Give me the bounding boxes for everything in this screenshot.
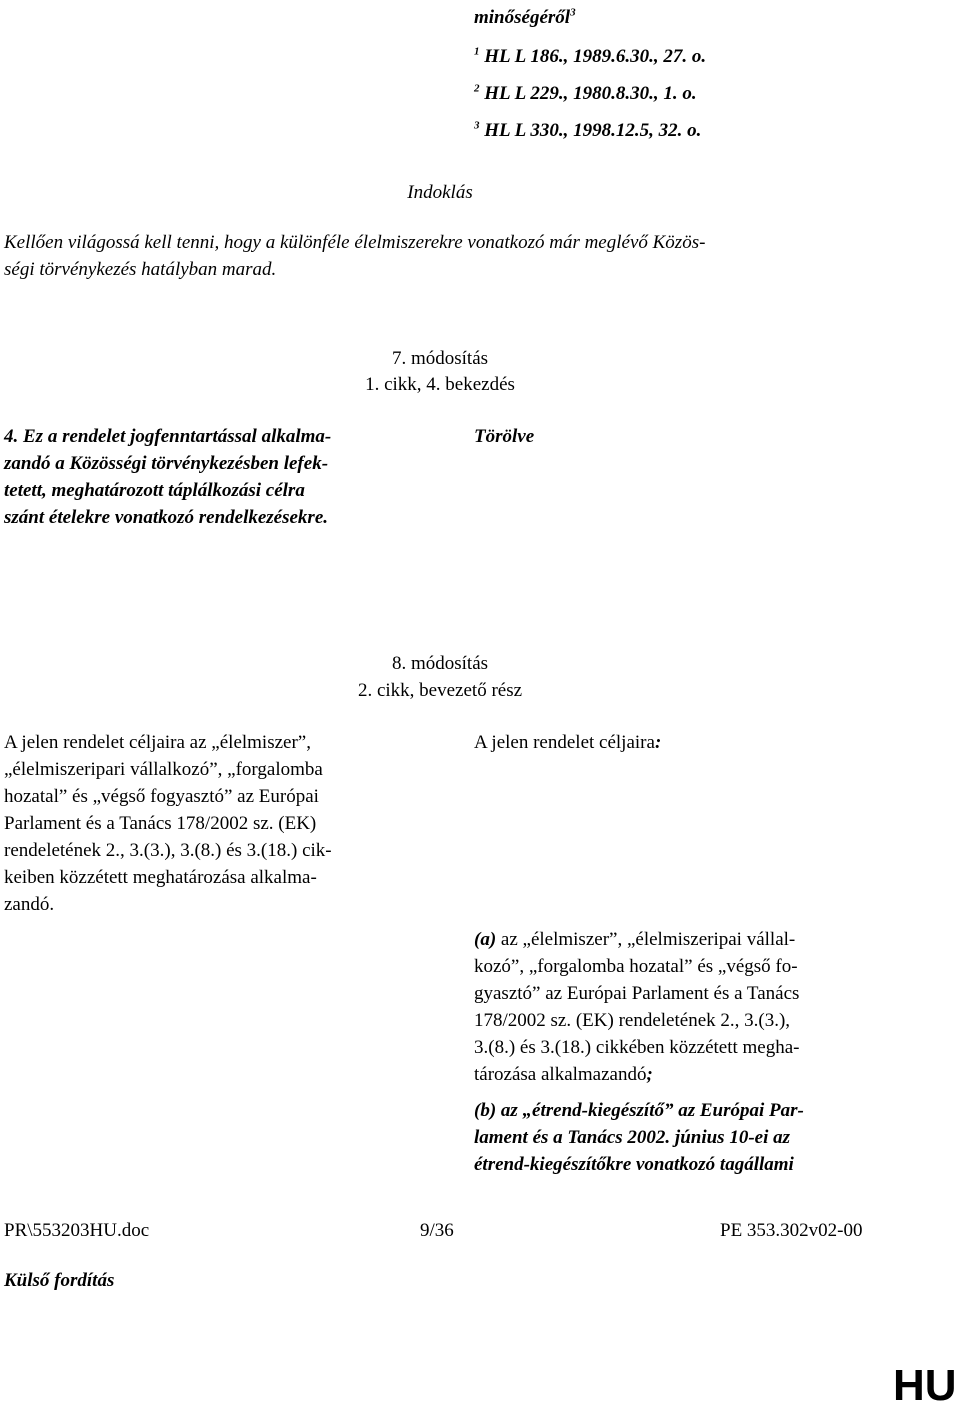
amendment-8-line: zandó. [4, 894, 55, 915]
continuation-text: minőségéről$^3$ [474, 6, 576, 28]
footer-page-number: 9/36 [420, 1220, 454, 1241]
amendment-7-line: zandó a Közösségi törvénykezésben lefek- [4, 453, 329, 474]
item-a-label: (a) [474, 929, 497, 950]
footnote-1: $^1$ HL L 186., 1989.6.30., 27. o. [474, 45, 707, 67]
amendment-8-line: A jelen rendelet céljaira az „élelmiszer”, [4, 732, 311, 753]
language-code: HU [893, 1361, 957, 1410]
justification-heading: Indoklás [407, 182, 473, 203]
amendment-8-line: Parlament és a Tanács 178/2002 sz. (EK) [4, 813, 317, 834]
amendment-8-item-b [474, 1097, 914, 1178]
footnote-2: $^2$ HL L 229., 1980.8.30., 1. o. [474, 82, 697, 104]
item-a-line: kozó”, „forgalomba hozatal” és „végső fo- [474, 956, 798, 977]
amendment-8-intro: A jelen rendelet céljaira: [474, 732, 662, 753]
amendment-7-original-text [4, 423, 424, 531]
item-a-line-last: tározása alkalmazandó; [474, 1064, 653, 1085]
footer-translation-label: Külső fordítás [4, 1270, 115, 1291]
footnote-3: $^3$ HL L 330., 1998.12.5, 32. o. [474, 119, 702, 141]
item-b-line: étrend-kiegészítőkre vonatkozó tagállami [474, 1154, 794, 1175]
item-a-line: 178/2002 sz. (EK) rendeletének 2., 3.(3.), [474, 1010, 791, 1031]
justification-line: ségi törvénykezés hatályban marad. [4, 259, 277, 280]
amendment-8-item-a: (a) az „élelmiszer”, „élelmiszeripai vállal- kozó”, „forgalomba hozatal” és „végső fo- gyasztó” az Európai Parlament és a Tanács 178/2002 sz. (EK) rendeletének 2., 3.(3.), 3.(8.) és 3.(18.) cikkében közzétett megha- tározása alkalmazandó; [474, 926, 914, 1088]
amendment-8-line: keiben közzétett meghatározása alkalma- [4, 867, 317, 888]
amendment-7-deleted: Törölve [474, 426, 535, 447]
amendment-8-title: 8. módosítás [391, 653, 489, 674]
amendment-8-original-text [4, 729, 434, 918]
amendment-7-title: 7. módosítás [391, 348, 489, 369]
item-a-line: gyasztó” az Európai Parlament és a Tanács [474, 983, 800, 1004]
top-continuation-block [474, 4, 944, 144]
amendment-7-line: 4. Ez a rendelet jogfenntartással alkalma- [4, 426, 332, 447]
justification-text [4, 229, 904, 283]
item-a-line: 3.(8.) és 3.(18.) cikkében közzétett megha- [474, 1037, 800, 1058]
amendment-8-line: rendeletének 2., 3.(3.), 3.(8.) és 3.(18.) cik- [4, 840, 332, 861]
footer-pe-ref: PE 353.302v02-00 [720, 1220, 863, 1241]
amendment-7-line: szánt ételekre vonatkozó rendelkezésekre. [4, 507, 329, 528]
amendment-7-line: tetett, meghatározott táplálkozási célra [4, 480, 305, 501]
item-b-line: (b) az „étrend-kiegészítő” az Európai Par- [474, 1100, 804, 1121]
item-b-line: lament és a Tanács 2002. június 10-ei az [474, 1127, 791, 1148]
amendment-8-line: „élelmiszeripari vállalkozó”, „forgalomba [4, 759, 323, 780]
justification-line: Kellően világossá kell tenni, hogy a különféle élelmiszerekre vonatkozó már meglévő Közös- [4, 232, 706, 253]
footer-doc-ref: PR\553203HU.doc [4, 1220, 150, 1241]
amendment-8-reference: 2. cikk, bevezető rész [357, 680, 523, 701]
amendment-8-line: hozatal” és „végső fogyasztó” az Európai [4, 786, 319, 807]
amendment-7-reference: 1. cikk, 4. bekezdés [365, 374, 515, 395]
